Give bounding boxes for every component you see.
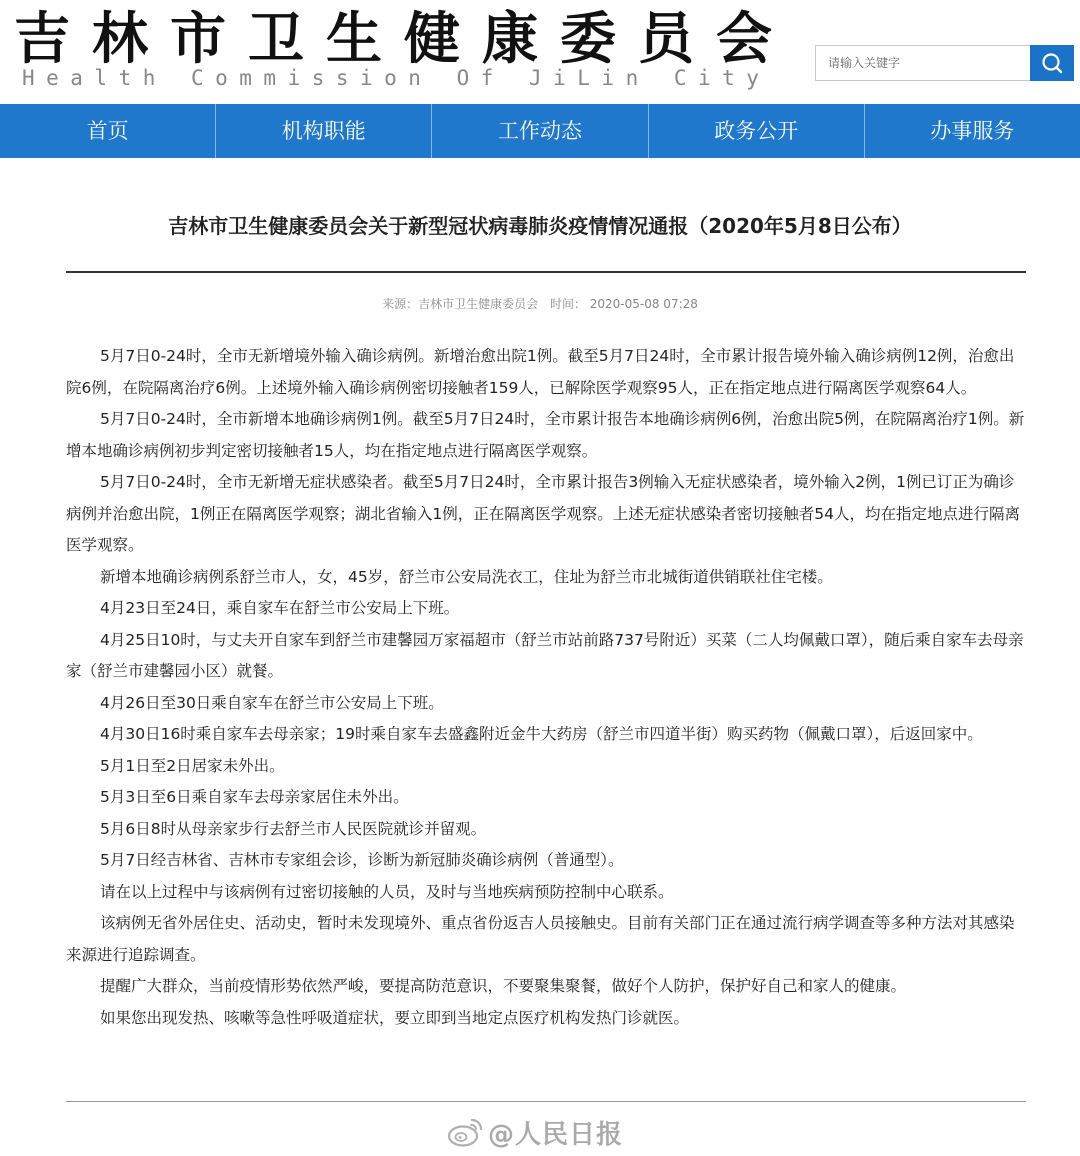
article-paragraph: 4月25日10时，与丈夫开自家车到舒兰市建馨园万家福超市（舒兰市站前路737号附近）买菜（二人均佩戴口罩），随后乘自家车去母亲家（舒兰市建馨园小区）就餐。: [66, 630, 1024, 680]
nav-item-home[interactable]: 首页: [0, 104, 216, 158]
nav-item-functions[interactable]: 机构职能: [216, 104, 432, 158]
article-title: 吉林市卫生健康委员会关于新型冠状病毒肺炎疫情情况通报（2020年5月8日公布）: [168, 214, 912, 238]
article-paragraph: 5月3日至6日乘自家车去母亲家居住未外出。: [100, 788, 409, 806]
search-icon: [1030, 45, 1074, 81]
article-paragraph: 新增本地确诊病例系舒兰市人，女，45岁，舒兰市公安局洗衣工，住址为舒兰市北城街道供销联社住宅楼。: [100, 567, 833, 586]
nav-item-services[interactable]: 办事服务: [930, 119, 1015, 143]
article-time: 时间： 2020-05-08 07:28: [549, 297, 698, 311]
article-meta: [0, 294, 1080, 314]
article-paragraph: 5月1日至2日居家未外出。: [100, 756, 285, 775]
watermark: [446, 1112, 623, 1152]
article-paragraph: 该病例无省外居住史、活动史，暂时未发现境外、重点省份返吉人员接触史。目前有关部门正在通过流行病学调查等多种方法对其感染来源进行追踪调查。: [66, 914, 1015, 964]
article-paragraph: 5月7日0-24时，全市无新增境外输入确诊病例。新增治愈出院1例。截至5月7日24时，全市累计报告境外输入确诊病例12例，治愈出院6例，在院隔离治疗6例。上述境外输入确诊病例密切接触者159人，已解除医学观察95人，正在指定地点进行隔离医学观察64人。: [66, 347, 1015, 397]
site-header: [0, 0, 1080, 104]
nav-item-public-affairs[interactable]: 政务公开: [649, 104, 865, 158]
site-logo-subtitle: Health Commission Of JiLin City: [22, 66, 771, 90]
title-divider: [66, 271, 1026, 273]
article-paragraph: 4月23日至24日，乘自家车在舒兰市公安局上下班。: [100, 599, 460, 617]
watermark-text: @人民日报: [488, 1119, 624, 1150]
site-logo-title[interactable]: 吉林市卫生健康委员会: [14, 6, 794, 72]
article-paragraph: 5月7日0-24时，全市无新增无症状感染者。截至5月7日24时，全市累计报告3例输入无症状感染者，境外输入2例，1例已订正为确诊病例并治愈出院，1例正在隔离医学观察；湖北省输入1例，正在隔离医学观察。上述无症状感染者密切接触者54人，均在指定地点进行隔离医学观察。: [66, 473, 1020, 554]
search-input[interactable]: [815, 45, 1031, 81]
nav-item-news[interactable]: 工作动态: [432, 104, 648, 158]
article-paragraph: 4月26日至30日乘自家车在舒兰市公安局上下班。: [100, 693, 444, 712]
article-body: [66, 341, 1026, 1034]
search-button[interactable]: [1030, 45, 1074, 81]
article-paragraph: 如果您出现发热、咳嗽等急性呼吸道症状，要立即到当地定点医疗机构发热门诊就医。: [100, 1008, 690, 1027]
weibo-icon: [446, 1116, 484, 1148]
main-nav: [0, 104, 1080, 158]
article-paragraph: 5月7日0-24时，全市新增本地确诊病例1例。截至5月7日24时，全市累计报告本地确诊病例6例，治愈出院5例，在院隔离治疗1例。新增本地确诊病例初步判定密切接触者15人，均在指定地点进行隔离医学观察。: [66, 410, 1025, 460]
footer-divider: [66, 1101, 1026, 1102]
article-paragraph: 5月6日8时从母亲家步行去舒兰市人民医院就诊并留观。: [100, 819, 487, 838]
article-paragraph: 4月30日16时乘自家车去母亲家；19时乘自家车去盛鑫附近金牛大药房（舒兰市四道半街）购买药物（佩戴口罩），后返回家中。: [100, 725, 983, 743]
article-source: 来源：吉林市卫生健康委员会: [382, 297, 539, 311]
article-paragraph: 请在以上过程中与该病例有过密切接触的人员，及时与当地疾病预防控制中心联系。: [100, 882, 674, 901]
article-paragraph: 提醒广大群众，当前疫情形势依然严峻，要提高防范意识，不要聚集聚餐，做好个人防护，保护好自己和家人的健康。: [100, 977, 907, 995]
article-paragraph: 5月7日经吉林省、吉林市专家组会诊，诊断为新冠肺炎确诊病例（普通型）。: [100, 851, 624, 869]
